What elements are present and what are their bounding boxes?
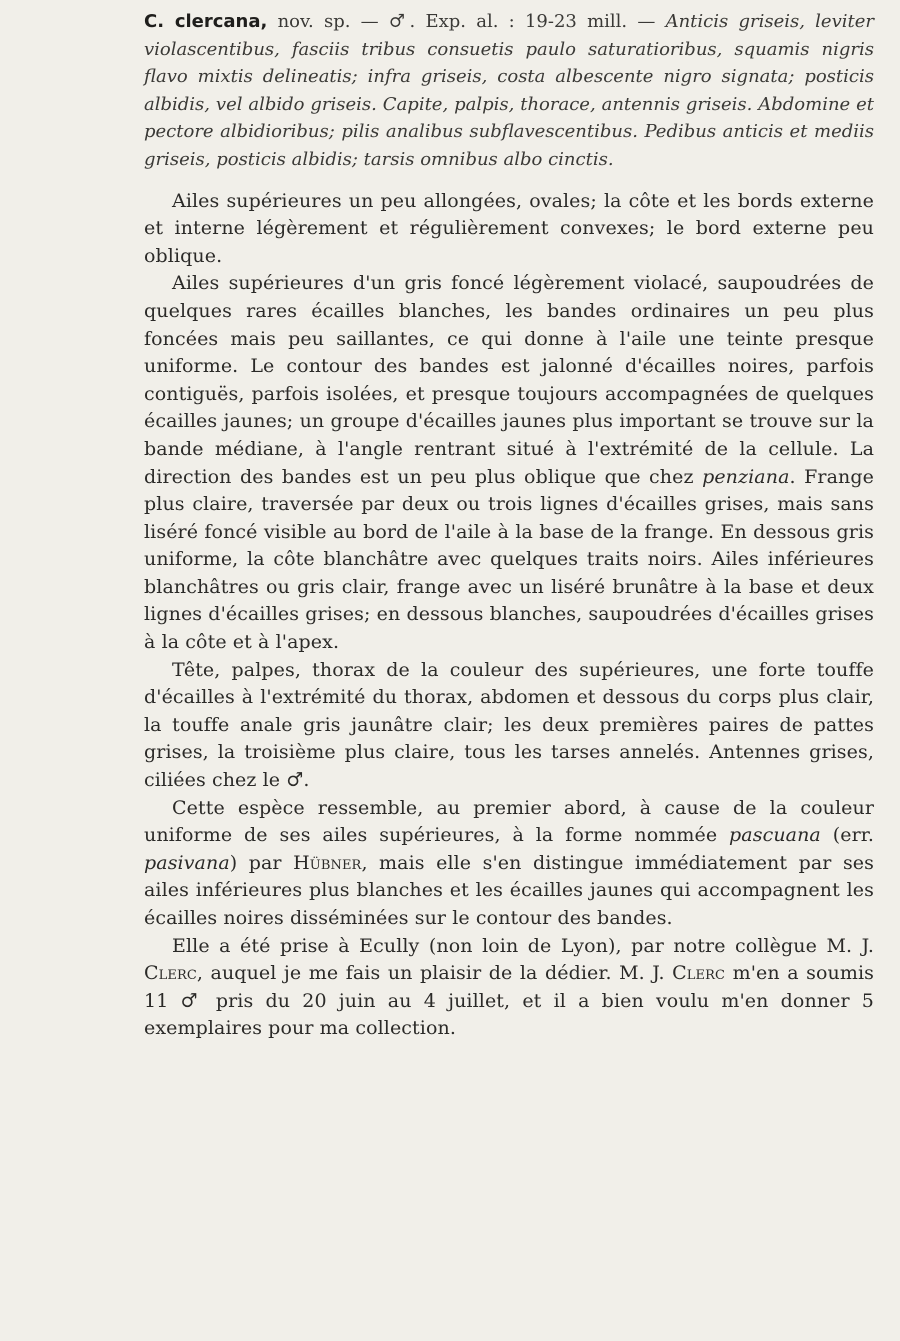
- paragraph-text: , mais elle s'en distingue immédiatement par ses ailes inférieures plus blanches et les écailles jaunes qui accompagnent les écailles noires disséminées sur le contour des bandes.: [144, 851, 874, 929]
- paragraph-wing-coloration: [144, 270, 874, 656]
- collector-name: Clerc: [672, 962, 726, 985]
- species-reference-pascuana: pascuana: [729, 824, 821, 847]
- species-description-latin: [144, 8, 874, 174]
- paragraph-wing-shape: Ailes supérieures un peu allongées, ovales; la côte et les bords externe et interne légèrement et régulièrement convexes; le bord externe peu oblique.: [144, 189, 874, 267]
- latin-diagnosis: Anticis griseis, leviter violascentibus, fasciis tribus consuetis paulo saturatioribus, squamis nigris flavo mixtis delineatis; infra griseis, costa albescente nigro signata; posticis albidis, vel albido griseis. Capite, palpis, thorace, antennis griseis. Abdomine et pectore albidioribus; pilis analibus subflavescentibus. Pedibus anticis et mediis griseis, posticis albidis; tarsis omnibus albo cinctis.: [144, 11, 874, 170]
- paragraph-body-description: Tête, palpes, thorax de la couleur des supérieures, une forte touffe d'écailles à l'extrémité du thorax, abdomen et dessous du corps plus clair, la touffe anale gris jaunâtre clair; les deux premières paires de pattes grises, la troisième plus claire, tous les tarses annelés. Antennes grises, ciliées chez le ♂.: [144, 658, 874, 792]
- paragraph-text: Cette espèce ressemble, au premier abord, à cause de la couleur uniforme de ses ailes supérieures, à la forme nommée: [144, 796, 874, 847]
- paragraph-text: , auquel je me fais un plaisir de la dédier. M. J.: [196, 962, 673, 985]
- paragraph-collection: [144, 933, 874, 1043]
- paragraph-text: Elle a été prise à Ecully (non loin de Lyon), par notre collègue M. J.: [172, 934, 874, 957]
- species-reference-pasivana: pasivana: [144, 851, 230, 874]
- paragraph-text: ) par: [229, 851, 294, 874]
- paragraph-text: m'en a soumis 11 ♂ pris du 20 juin au 4 juillet, et il a bien voulu m'en donner 5 exemplaires pour ma collection.: [144, 962, 874, 1040]
- species-header: nov. sp. — ♂. Exp. al. : 19-23 mill. —: [267, 11, 666, 32]
- species-reference-penziana: penziana: [702, 465, 790, 488]
- author-hubner: Hübner: [293, 851, 362, 874]
- document-page: [144, 8, 874, 1043]
- collector-name: Clerc: [144, 962, 197, 985]
- paragraph-text: Ailes supérieures d'un gris foncé légèrement violacé, saupoudrées de quelques rares écailles blanches, les bandes ordinaires un peu plus foncées mais peu saillantes, ce qui donne à l'aile une teinte presque uniforme. Le contour des bandes est jalonné d'écailles noires, parfois contiguës, parfois isolées, et presque toujours accompagnées de quelques écailles jaunes; un groupe d'écailles jaunes plus important se trouve sur la bande médiane, à l'angle rentrant situé à l'extrémité de la cellule. La direction des bandes est un peu plus oblique que chez: [144, 272, 874, 488]
- species-name: C. clercana,: [144, 11, 268, 32]
- paragraph-comparison: [144, 795, 874, 933]
- paragraph-text: . Frange plus claire, traversée par deux ou trois lignes d'écailles grises, mais sans liséré foncé visible au bord de l'aile à la base de la frange. En dessous gris uniforme, la côte blanchâtre avec quelques traits noirs. Ailes inférieures blanchâtres ou gris clair, frange avec un liséré brunâtre à la base et deux lignes d'écailles grises; en dessous blanches, saupoudrées d'écailles grises à la côte et à l'apex.: [144, 465, 874, 654]
- paragraph-text: (err.: [820, 824, 874, 847]
